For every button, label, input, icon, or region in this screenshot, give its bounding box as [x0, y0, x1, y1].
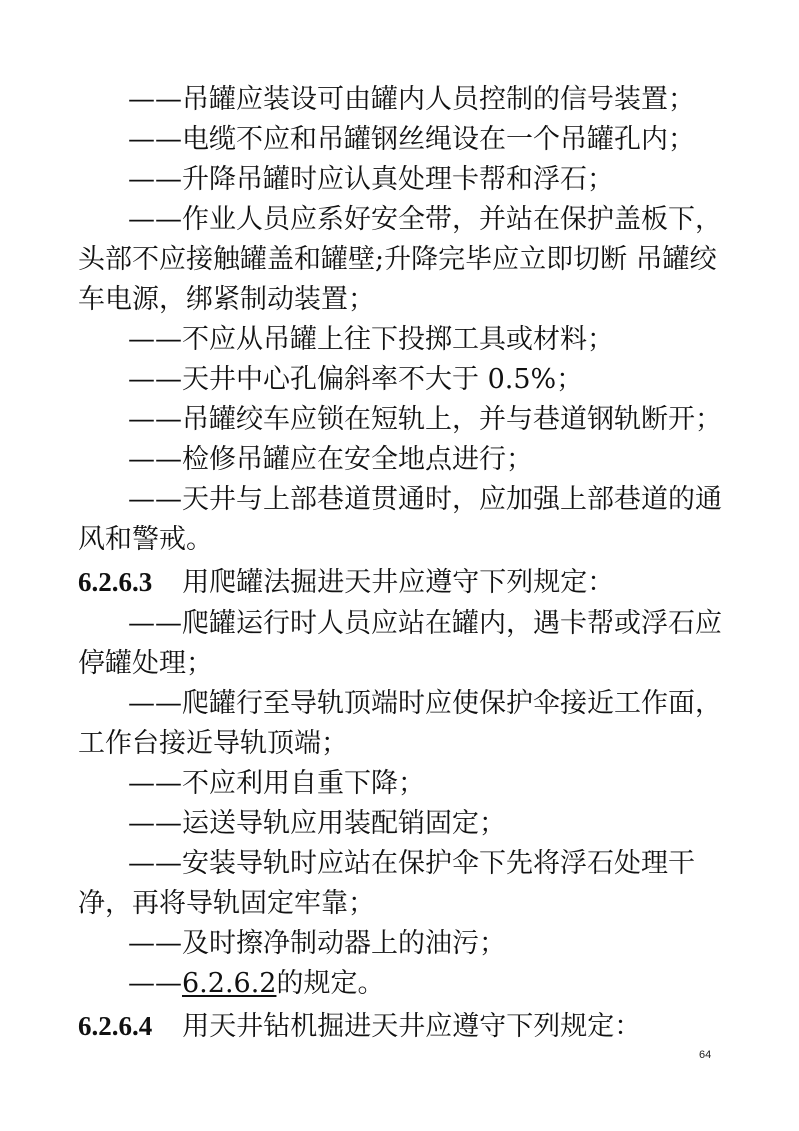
- continuation-line: 工作台接近导轨顶端；: [78, 728, 348, 759]
- bullet-line: ——安装导轨时应站在保护伞下先将浮石处理干: [128, 848, 695, 879]
- section-number: 6.2.6.4: [78, 1011, 153, 1041]
- section-title: 用天井钻机掘进天井应遵守下列规定：: [182, 1011, 642, 1042]
- bullet-line: ——电缆不应和吊罐钢丝绳设在一个吊罐孔内；: [128, 124, 695, 155]
- bullet-line: ——运送导轨应用装配销固定；: [128, 808, 506, 839]
- continuation-line: 风和警戒。: [78, 524, 213, 555]
- bullet-line: ——作业人员应系好安全带，并站在保护盖板下，: [128, 204, 722, 235]
- bullet-line: ——吊罐应装设可由罐内人员控制的信号装置；: [128, 84, 695, 115]
- dash-prefix: ——: [128, 968, 182, 999]
- section-heading-6263: [78, 562, 614, 602]
- bullet-line: ——检修吊罐应在安全地点进行；: [128, 444, 533, 475]
- continuation-line: 净，再将导轨固定牢靠；: [78, 888, 375, 919]
- bullet-line: ——天井与上部巷道贯通时，应加强上部巷道的通: [128, 484, 722, 515]
- section-number: 6.2.6.3: [78, 567, 153, 597]
- reference-line: [128, 964, 384, 1004]
- bullet-line: ——不应利用自重下降；: [128, 768, 425, 799]
- continuation-line: 停罐处理；: [78, 648, 213, 679]
- bullet-line: ——天井中心孔偏斜率不大于 0.5%；: [128, 364, 584, 395]
- bullet-line: ——爬罐运行时人员应站在罐内，遇卡帮或浮石应: [128, 608, 722, 639]
- bullet-line: ——及时擦净制动器上的油污；: [128, 928, 506, 959]
- bullet-line: ——升降吊罐时应认真处理卡帮和浮石；: [128, 164, 614, 195]
- page-number: 64: [699, 1049, 712, 1061]
- reference-suffix: 的规定。: [276, 968, 385, 999]
- bullet-line: ——不应从吊罐上往下投掷工具或材料；: [128, 324, 614, 355]
- section-title: 用爬罐法掘进天井应遵守下列规定：: [182, 567, 615, 598]
- bullet-line: ——爬罐行至导轨顶端时应使保护伞接近工作面，: [128, 688, 722, 719]
- bullet-line: ——吊罐绞车应锁在短轨上，并与巷道钢轨断开；: [128, 404, 722, 435]
- continuation-line: 车电源，绑紧制动装置；: [78, 284, 375, 315]
- section-heading-6264: [78, 1006, 641, 1046]
- continuation-line: 头部不应接触罐盖和罐壁;升降完毕应立即切断 吊罐绞: [78, 244, 717, 275]
- cross-reference-link[interactable]: 6.2.6.2: [182, 968, 277, 999]
